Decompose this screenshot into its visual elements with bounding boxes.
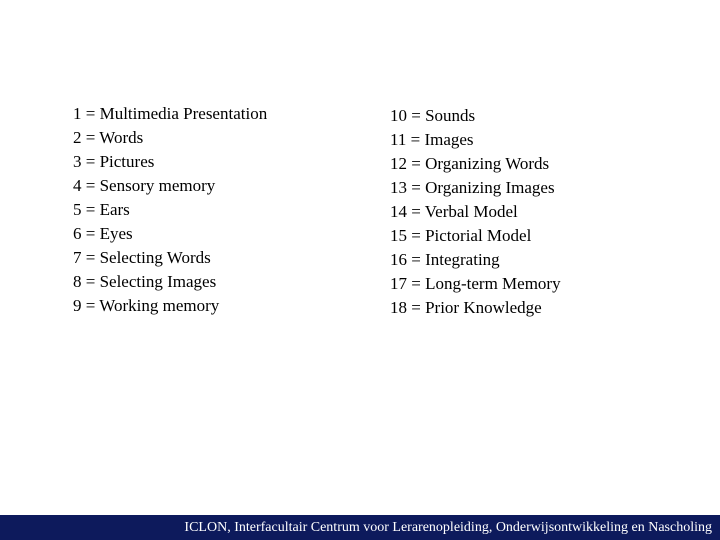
legend-item: 15 = Pictorial Model (390, 226, 532, 245)
legend-item: 14 = Verbal Model (390, 202, 518, 221)
footer-text: ICLON, Interfacultair Centrum voor Lerarenopleiding, Onderwijsontwikkeling en Nascholing (184, 519, 712, 535)
legend-item: 10 = Sounds (390, 106, 476, 125)
legend-item: 1 = Multimedia Presentation (73, 104, 268, 123)
legend-item: 3 = Pictures (73, 152, 155, 171)
legend-list-right (390, 104, 561, 320)
legend-item: 11 = Images (390, 130, 474, 149)
legend-item: 8 = Selecting Images (73, 272, 217, 291)
legend-item: 6 = Eyes (73, 224, 133, 243)
legend-item: 17 = Long-term Memory (390, 274, 561, 293)
legend-item: 2 = Words (73, 128, 144, 147)
legend-item: 16 = Integrating (390, 250, 500, 269)
footer-bar (0, 515, 720, 540)
legend-item: 18 = Prior Knowledge (390, 298, 542, 317)
legend-item: 5 = Ears (73, 200, 130, 219)
legend-list-left (73, 102, 267, 318)
legend-item: 4 = Sensory memory (73, 176, 216, 195)
legend-item: 7 = Selecting Words (73, 248, 211, 267)
legend-item: 12 = Organizing Words (390, 154, 550, 173)
legend-item: 13 = Organizing Images (390, 178, 555, 197)
legend-item: 9 = Working memory (73, 296, 220, 315)
